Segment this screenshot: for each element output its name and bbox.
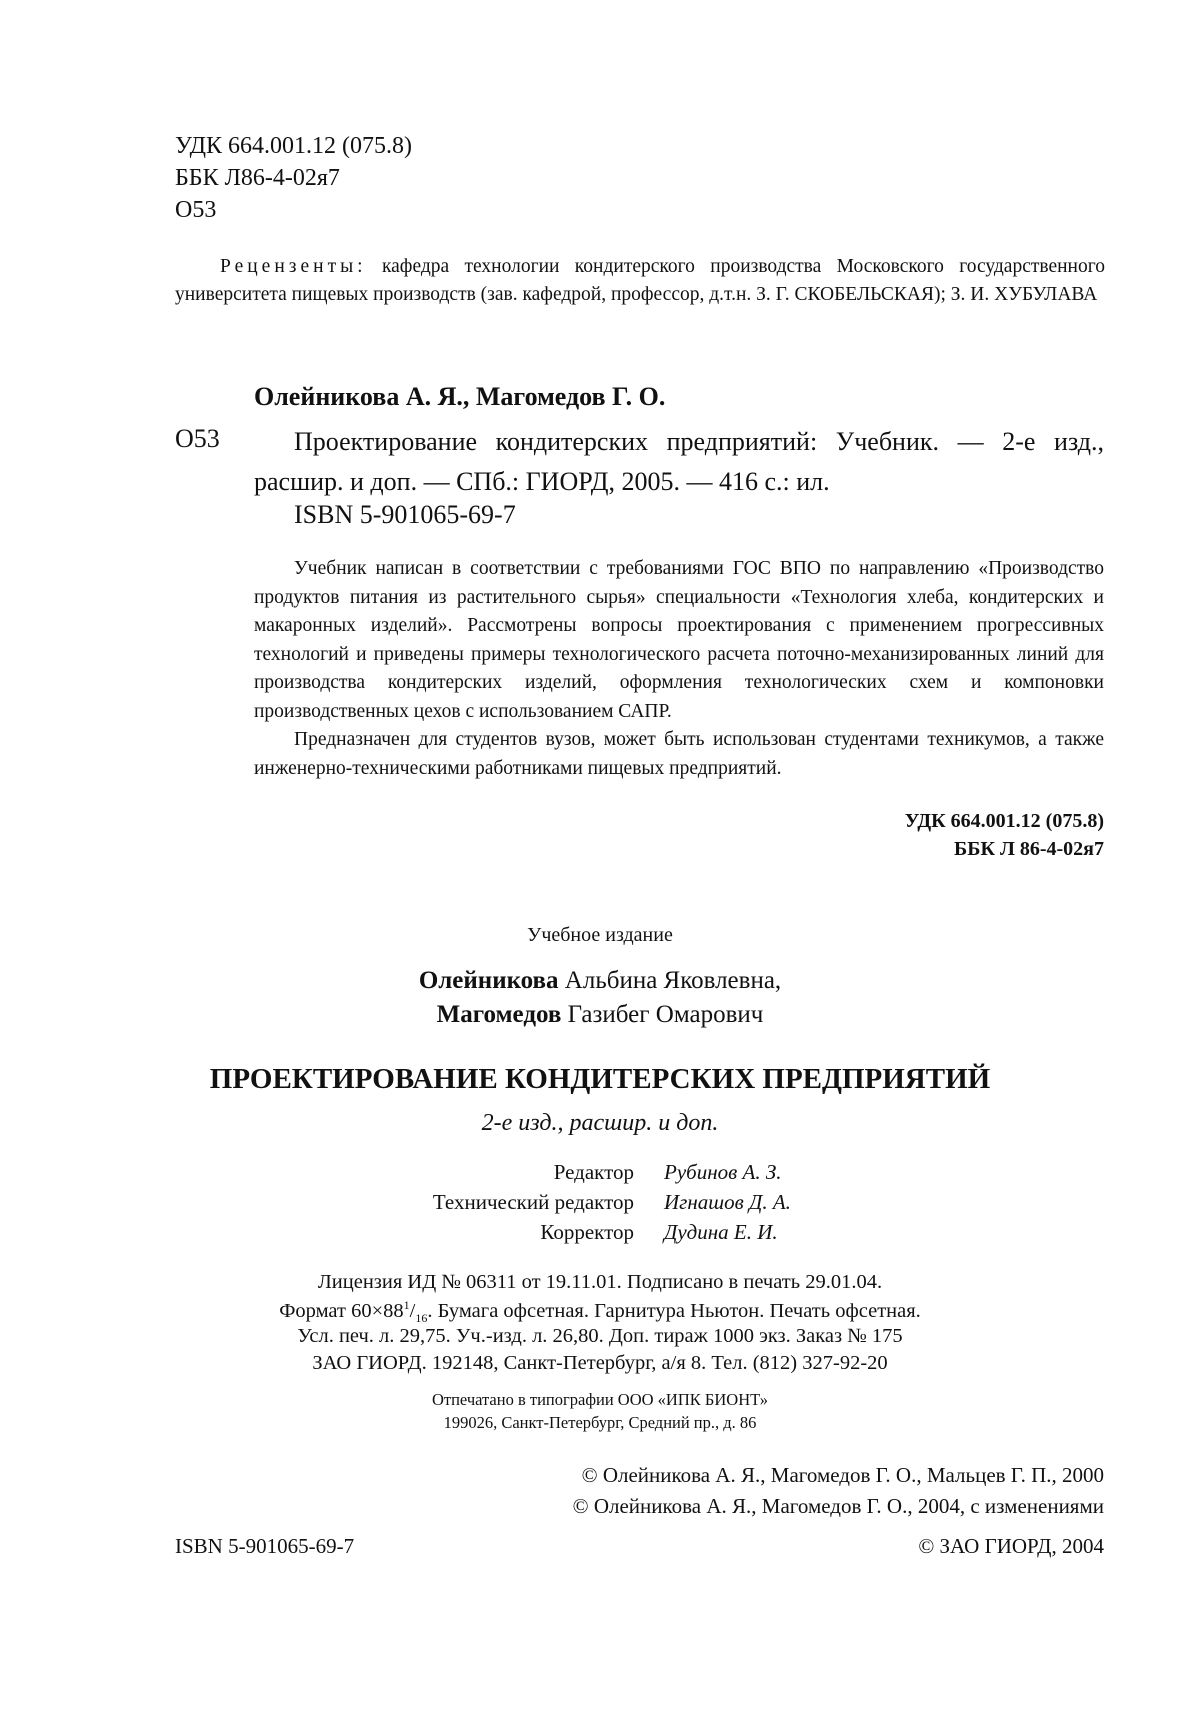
copyright-line: © Олейникова А. Я., Магомедов Г. О., Мальцев Г. П., 2000 xyxy=(581,1463,1104,1487)
biblio-title: Проектирование кондитерских предприятий: Учебник. — 2-е изд., расшир. и доп. — СПб.: ГИОРД, 2005. — 416 с.: ил. xyxy=(254,427,1104,496)
bbk-right: ББК Л 86-4-02я7 xyxy=(954,838,1104,860)
book-title: ПРОЕКТИРОВАНИЕ КОНДИТЕРСКИХ ПРЕДПРИЯТИЙ xyxy=(209,1063,991,1095)
udk-right: УДК 664.001.12 (075.8) xyxy=(904,810,1104,832)
annotation xyxy=(254,555,1104,783)
author-full xyxy=(0,967,1200,995)
printer-line: Отпечатано в типографии ООО «ИПК БИОНТ» xyxy=(431,1390,769,1409)
author-surname: Олейникова xyxy=(418,967,559,994)
author-given-name: Газибег Омарович xyxy=(567,1001,764,1028)
format-rest: . Бумага офсетная. Гарнитура Ньютон. Печать офсетная. xyxy=(427,1299,921,1322)
credit-role: Технический редактор xyxy=(432,1190,634,1214)
author-surname: Магомедов xyxy=(436,1001,562,1028)
format-denominator: 16 xyxy=(415,1310,428,1325)
copyright-line: © Олейникова А. Я., Магомедов Г. О., 2004, с изменениями xyxy=(572,1494,1104,1518)
biblio-isbn: ISBN 5-901065-69-7 xyxy=(294,500,516,529)
credit-name: Игнашов Д. А. xyxy=(664,1190,791,1214)
biblio-authors: Олейникова А. Я., Магомедов Г. О. xyxy=(254,382,666,411)
reviewers-text: кафедра технологии кондитерского производства Московского государственного университета пищевых производств (зав. кафедрой, профессор, д.т.н. З. Г. СКОБЕЛЬСКАЯ); З. И. ХУБУЛАВА xyxy=(175,256,1106,305)
reviewers-paragraph xyxy=(175,253,1105,309)
bottom-copyright: © ЗАО ГИОРД, 2004 xyxy=(918,1534,1104,1558)
credit-name: Рубинов А. З. xyxy=(664,1160,782,1184)
format-numerator: 1 xyxy=(403,1298,410,1312)
bottom-isbn: ISBN 5-901065-69-7 xyxy=(175,1534,355,1558)
print-run-line: Усл. печ. л. 29,75. Уч.-изд. л. 26,80. Доп. тираж 1000 экз. Заказ № 175 xyxy=(297,1325,903,1347)
credit-role: Редактор xyxy=(553,1160,634,1184)
annotation-paragraph: Предназначен для студентов вузов, может быть использован студентами техникумов, а также инженерно-техническими работниками пищевых предприятий. xyxy=(254,729,1104,779)
reviewers-label: Рецензенты: xyxy=(220,256,367,277)
license-line: Лицензия ИД № 06311 от 19.11.01. Подписано в печать 29.01.04. xyxy=(317,1271,883,1293)
annotation-paragraph: Учебник написан в соответствии с требованиями ГОС ВПО по направлению «Производство продуктов питания из растительного сырья» специальности «Технология хлеба, кондитерских и макаронных изделий». Рассмотрены вопросы проектирования с применением прогрессивных технологий и приведены примеры технологического расчета поточно-механизированных линий для производства кондитерских изделий, оформления технологических схем и компоновки производственных цехов с использованием САПР. xyxy=(254,558,1104,722)
edition-type: Учебное издание xyxy=(527,924,673,946)
format-label: Формат xyxy=(279,1299,346,1322)
publisher-address: ЗАО ГИОРД. 192148, Санкт-Петербург, а/я 8. Тел. (812) 327-92-20 xyxy=(312,1352,888,1374)
credit-role: Корректор xyxy=(540,1220,634,1244)
bbk-code: ББК Л86-4-02я7 xyxy=(175,165,340,191)
printer-address: 199026, Санкт-Петербург, Средний пр., д. 86 xyxy=(443,1413,757,1432)
author-given-name: Альбина Яковлевна, xyxy=(564,967,782,994)
biblio-author-mark: О53 xyxy=(175,424,220,453)
author-full xyxy=(0,1001,1200,1029)
udk-code: УДК 664.001.12 (075.8) xyxy=(175,133,412,159)
format-value: 60×88 xyxy=(351,1299,404,1322)
credit-name: Дудина Е. И. xyxy=(664,1220,778,1244)
edition-info: 2-е изд., расшир. и доп. xyxy=(481,1110,719,1136)
author-mark: О53 xyxy=(175,197,217,223)
format-line: Формат $60\times 88^1/_{16}$. Бумага офсетная. Гарнитура Ньютон. Печать офсетная. xyxy=(279,1298,921,1325)
